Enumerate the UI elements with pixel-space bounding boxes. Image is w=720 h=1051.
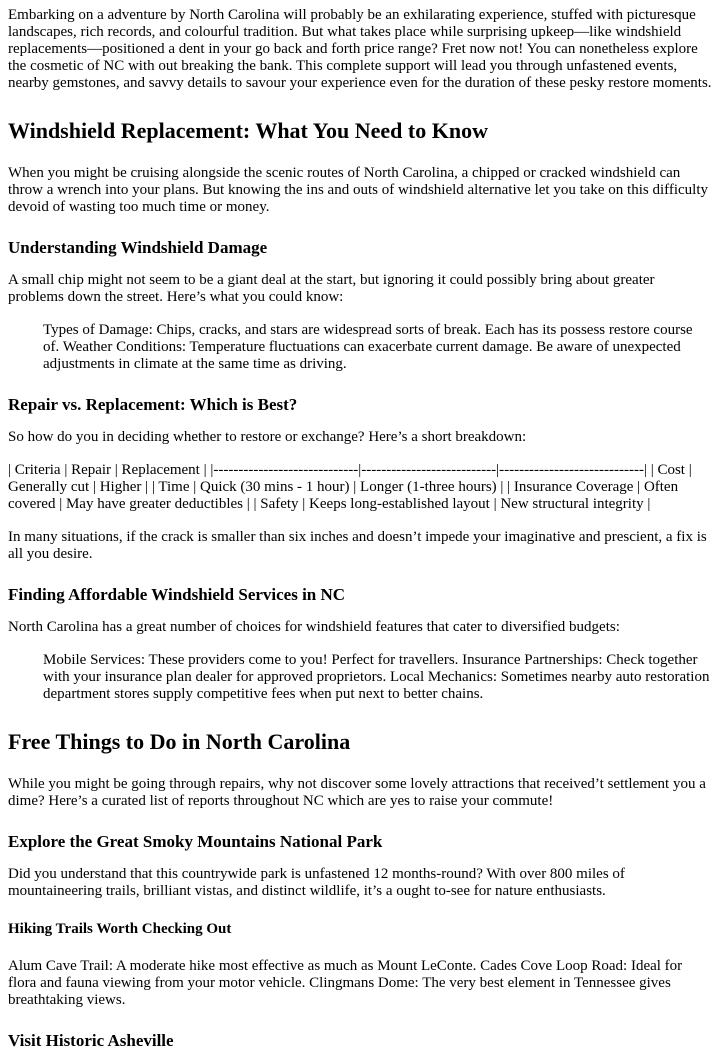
- smoky-paragraph: Did you understand that this countrywide park is unfastened 12 months-round? With over 800 miles of mountaineering trails, brilliant vistas, and distinct wildlife, it’s a ought to-see for nature enthusiasts.: [8, 866, 625, 899]
- trails-paragraph: Alum Cave Trail: A moderate hike most effective as much as Mount LeConte. Cades Cove Loop Road: Ideal for flora and fauna viewing from your motor vehicle. Clingmans Dome: The very best element in Tennessee gives breathtaking views.: [8, 958, 683, 1008]
- repair-paragraph: So how do you in deciding whether to restore or exchange? Here’s a short breakdown:: [8, 429, 527, 445]
- intro-paragraph: Embarking on a adventure by North Carolina will probably be an exhilarating experience, stuffed with picturesque landscapes, rich records, and colourful tradition. But what takes place while surprising upkeep—like windshield replacements—positioned a dent in your go back and forth price range? Fret now not! You can nonetheless explore the cosmetic of NC with out breaking the bank. This complete support will lead you through unfastened events, nearby gemstones, and savvy details to savour your experience even for the duration of these pesky restore moments.: [8, 7, 712, 91]
- heading-historic-asheville: Visit Historic Asheville: [8, 1031, 174, 1050]
- damage-paragraph: A small chip might not seem to be a giant deal at the start, but ignoring it could possibly bring about greater problems down the street. Here’s what you could know:: [8, 272, 655, 305]
- windshield-intro-paragraph: When you might be cruising alongside the scenic routes of North Carolina, a chipped or cracked windshield can throw a wrench into your plans. But knowing the ins and outs of windshield alternative let you take on this difficulty devoid of wasting too much time or money.: [8, 165, 709, 215]
- heading-hiking-trails: Hiking Trails Worth Checking Out: [8, 921, 232, 937]
- heading-repair-vs-replacement: Repair vs. Replacement: Which is Best?: [8, 395, 298, 414]
- damage-blockquote: Types of Damage: Chips, cracks, and stars are widespread sorts of break. Each has its possess restore course of. Weather Conditions: Temperature fluctuations can exacerbate current damage. Be aware of unexpected adjustments in climate at the same time as driving.: [43, 322, 693, 372]
- services-paragraph: North Carolina has a great number of choices for windshield features that cater to diversified budgets:: [8, 619, 620, 635]
- heading-affordable-services: Finding Affordable Windshield Services in NC: [8, 585, 346, 604]
- heading-smoky-mountains: Explore the Great Smoky Mountains National Park: [8, 832, 383, 851]
- free-things-paragraph: While you might be going through repairs, why not discover some lovely attractions that received’t settlement you a dime? Here’s a curated list of reports throughout NC which are yes to raise your commute!: [8, 776, 706, 809]
- repair-conclusion-paragraph: In many situations, if the crack is smaller than six inches and doesn’t impede your imaginative and prescient, a fix is all you desire.: [8, 529, 707, 562]
- heading-windshield-replacement: Windshield Replacement: What You Need to Know: [8, 118, 488, 143]
- heading-free-things: Free Things to Do in North Carolina: [8, 729, 351, 754]
- heading-understanding-damage: Understanding Windshield Damage: [8, 238, 268, 257]
- comparison-table-text: | Criteria | Repair | Replacement | |-----------------------------|---------------------------|-----------------------------| | Cost | Generally cut | Higher | | Time | Quick (30 mins - 1 hour) | Longer (1-three hours) | | Insurance Coverage | Often covered | May have greater deductibles | | Safety | Keeps long-established layout | New structural integrity |: [8, 462, 692, 512]
- services-blockquote: Mobile Services: These providers come to you! Perfect for travellers. Insurance Partnerships: Check together with your insurance plan dealer for approved proprietors. Local Mechanics: Sometimes nearby auto restoration department stores supply competitive fees when put next to better chains.: [43, 652, 710, 702]
